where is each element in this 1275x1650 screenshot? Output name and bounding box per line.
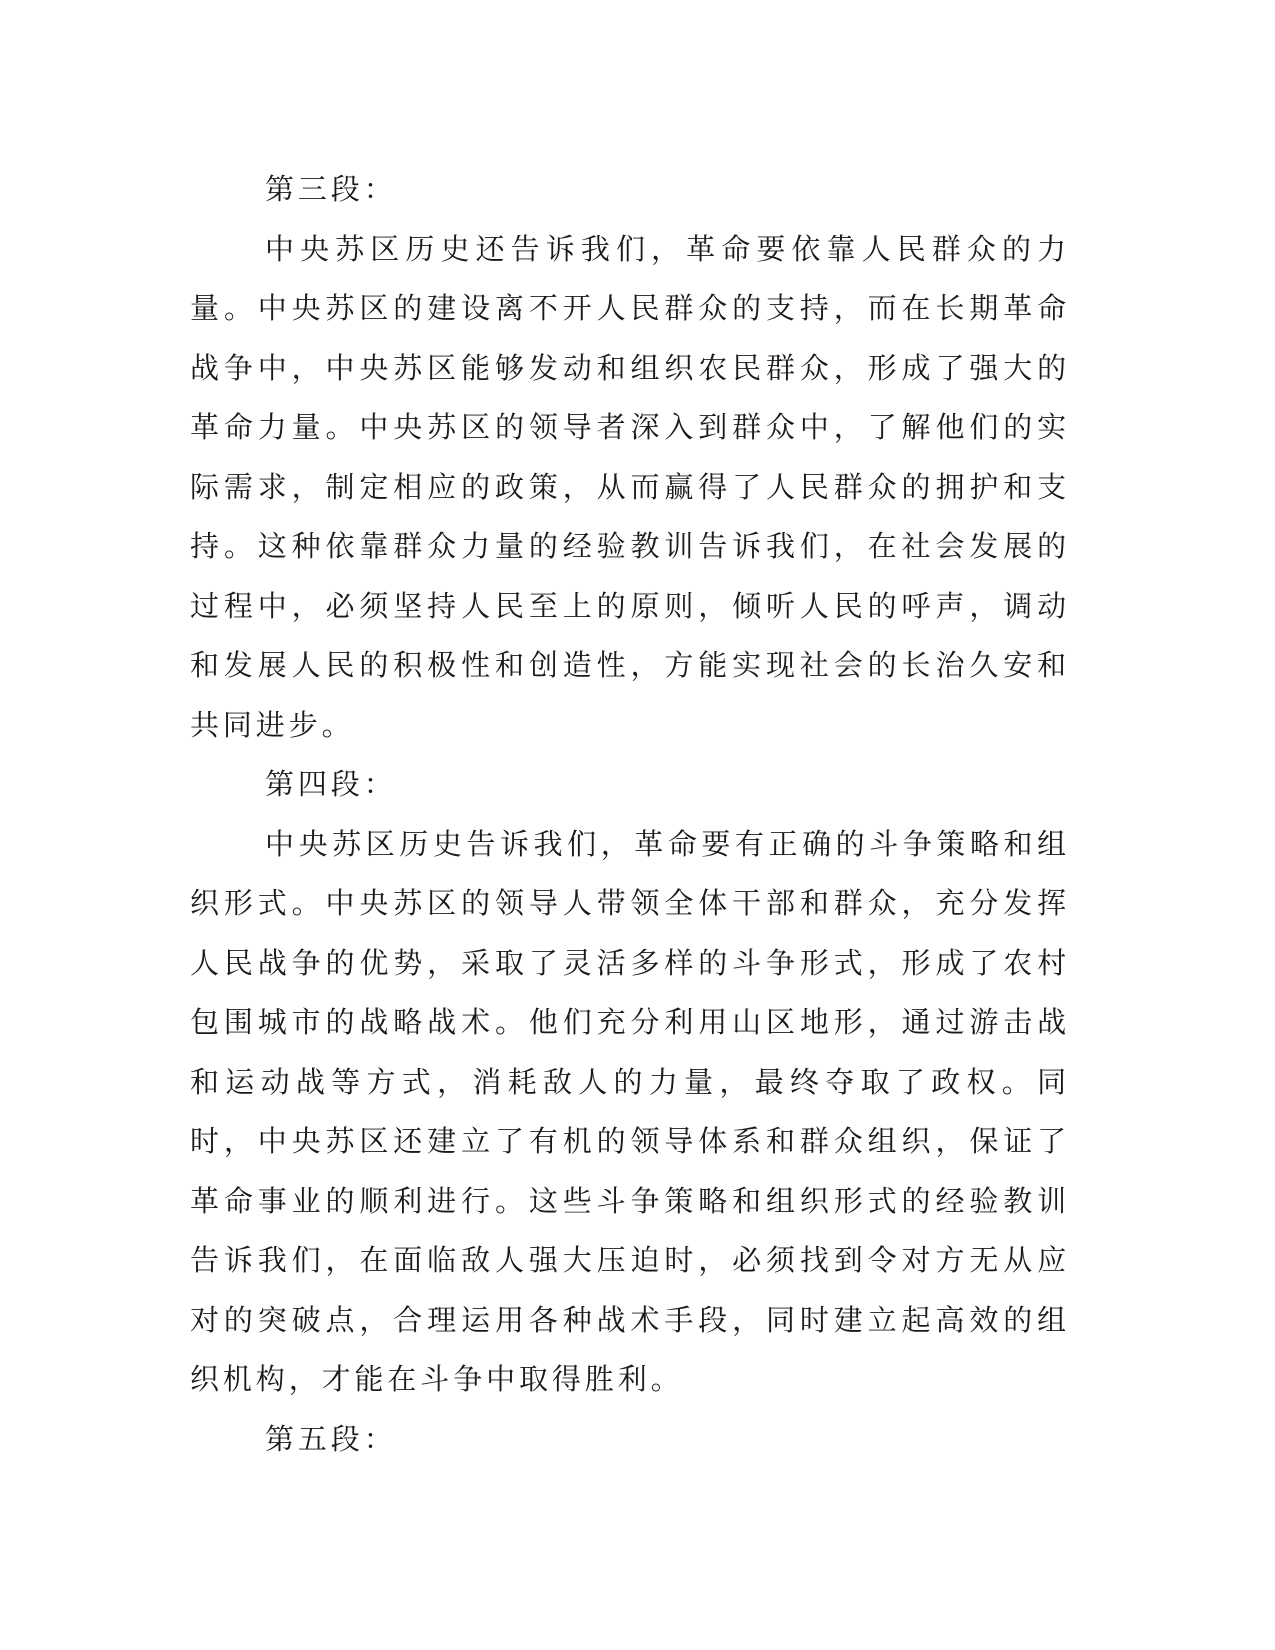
section-3-paragraph: 中央苏区历史还告诉我们，革命要依靠人民群众的力量。中央苏区的建设离不开人民群众的支持，而在长期革命战争中，中央苏区能够发动和组织农民群众，形成了强大的革命力量。中央苏区的领导者深入到群众中，了解他们的实际需求，制定相应的政策，从而赢得了人民群众的拥护和支持。这种依靠群众力量的经验教训告诉我们，在社会发展的过程中，必须坚持人民至上的原则，倾听人民的呼声，调动和发展人民的积极性和创造性，方能实现社会的长治久安和共同进步。	[190, 231, 1070, 742]
section-3-heading: 第三段：	[265, 172, 397, 206]
section-4-heading: 第四段：	[265, 767, 397, 801]
section-4-paragraph: 中央苏区历史告诉我们，革命要有正确的斗争策略和组织形式。中央苏区的领导人带领全体干部和群众，充分发挥人民战争的优势，采取了灵活多样的斗争形式，形成了农村包围城市的战略战术。他们充分利用山区地形，通过游击战和运动战等方式，消耗敌人的力量，最终夺取了政权。同时，中央苏区还建立了有机的领导体系和群众组织，保证了革命事业的顺利进行。这些斗争策略和组织形式的经验教训告诉我们，在面临敌人强大压迫时，必须找到令对方无从应对的突破点，合理运用各种战术手段，同时建立起高效的组织机构，才能在斗争中取得胜利。	[190, 826, 1070, 1396]
document-body	[190, 160, 1070, 1469]
section-5-heading: 第五段：	[265, 1421, 397, 1456]
